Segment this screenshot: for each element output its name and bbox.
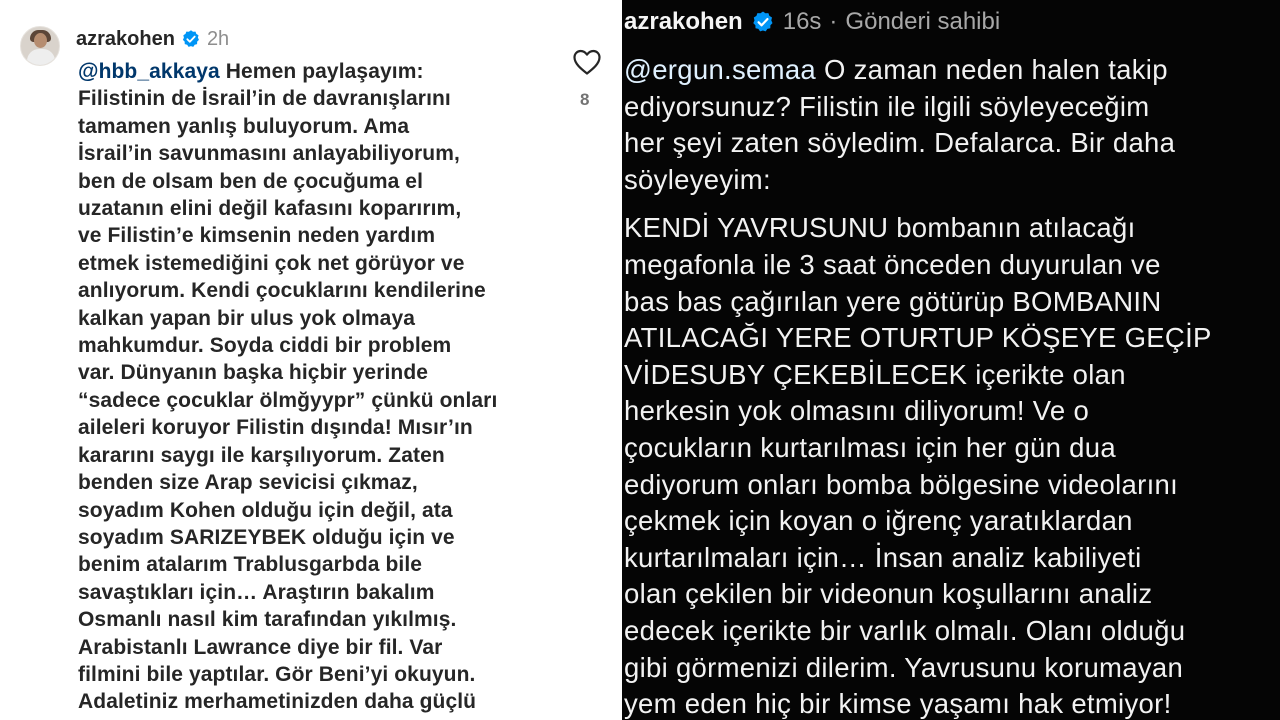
post-owner-label: Gönderi sahibi	[845, 8, 1001, 35]
comment-line: aileleri koruyor Filistin dışında! Mısır’ın	[78, 416, 473, 440]
comment-timestamp: 2h	[206, 27, 230, 50]
comment-line-text: O zaman neden halen takip	[816, 54, 1168, 85]
comment-line: edecek içerikte bir varlık olmalı. Olanı olduğu	[624, 614, 1186, 646]
comment-line: olan çekilen bir videonun koşullarını analiz	[624, 578, 1153, 610]
comment-timestamp: 16s	[782, 8, 822, 35]
comment-line: anlıyorum. Kendi çocuklarını kendilerine	[78, 279, 486, 303]
comment-line: “sadece çocuklar ölmğyypr” çünkü onları	[78, 388, 498, 412]
profile-avatar[interactable]	[20, 26, 60, 66]
mention-link[interactable]: @hbb_akkaya	[78, 60, 220, 83]
comment-line: İsrail’in savunmasını anlayabiliyorum,	[78, 142, 460, 166]
mention-link[interactable]: @ergun.semaa	[624, 54, 817, 85]
comment-line: soyadım SARIZEYBEK olduğu için ve	[78, 525, 455, 549]
comment-line: tamamen yanlış buluyorum. Ama	[78, 114, 410, 138]
right-comment-panel	[622, 0, 1280, 720]
comment-line: savaştıkları için… Araştırın bakalım	[78, 580, 435, 604]
comment-line: Osmanlı nasıl kim tarafından yıkılmış.	[78, 608, 457, 632]
left-comment-panel	[0, 0, 618, 720]
heart-icon[interactable]	[572, 48, 602, 76]
verified-badge-icon	[181, 29, 201, 49]
comment-first-line	[624, 52, 1280, 89]
comment-line: ben de olsam ben de çocuğuma el	[78, 169, 424, 193]
comment-line: her şeyi zaten söyledim. Defalarca. Bir daha	[624, 127, 1176, 159]
comment-line: gibi görmenizi dilerim. Yavrusunu korumayan	[624, 651, 1184, 683]
comment-line: kurtarılmaları için… İnsan analiz kabiliyeti	[624, 541, 1142, 573]
comment-line: VİDESUBY ÇEKEBİLECEK içerikte olan	[624, 358, 1126, 390]
comment-line: yem eden hiç bir kimse yaşamı hak etmiyor!	[624, 688, 1172, 720]
comment-header	[76, 26, 229, 52]
comment-line: KENDİ YAVRUSUNU bombanın atılacağı	[624, 212, 1136, 244]
comment-line: herkesin yok olmasını diliyorum! Ve o	[624, 395, 1090, 427]
comment-line: mahkumdur. Soyda ciddi bir problem	[78, 334, 452, 358]
comment-line: Filistinin de İsrail’in de davranışlarını	[78, 87, 451, 111]
comment-text	[78, 58, 568, 716]
comment-line: benim atalarım Trablusgarbda bile	[78, 553, 423, 577]
comment-line: Adaletiniz merhametinizden daha güçlü	[78, 690, 477, 714]
avatar-face-shape	[34, 33, 47, 48]
comment-line: çekmek için koyan o iğrenç yaratıklardan	[624, 505, 1133, 537]
comment-line: uzatanın elini değil kafasını koparırım,	[78, 197, 462, 221]
comment-line: soyadım Kohen olduğu için değil, ata	[78, 498, 453, 522]
comment-first-line	[78, 58, 568, 85]
like-count: 8	[580, 90, 590, 109]
comment-line: kararını saygı ile karşılıyorum. Zaten	[78, 443, 445, 467]
comment-line-text: Hemen paylaşayım:	[219, 60, 424, 83]
paragraph-gap	[624, 198, 1280, 210]
comment-line: ATILACAĞI YERE OTURTUP KÖŞEYE GEÇİP	[624, 322, 1212, 354]
comment-line: ediyorsunuz? Filistin ile ilgili söyleyeceğim	[624, 90, 1150, 122]
comment-line: benden size Arap sevicisi çıkmaz,	[78, 471, 418, 495]
comment-header	[624, 6, 1000, 38]
comment-line: çocukların kurtarılması için her gün dua	[624, 431, 1116, 463]
comment-line: kalkan yapan bir ulus yok olmaya	[78, 306, 416, 330]
comment-line: filmini bile yaptılar. Gör Beni’yi okuyun.	[78, 662, 476, 686]
verified-badge-icon	[751, 10, 775, 34]
comment-text	[624, 52, 1280, 720]
comment-line: Arabistanlı Lawrance diye bir fil. Var	[78, 635, 443, 659]
comment-line: bas bas çağırılan yere götürüp BOMBANIN	[624, 285, 1162, 317]
comment-line: megafonla ile 3 saat önceden duyurulan ve	[624, 248, 1161, 280]
username-link[interactable]: azrakohen	[76, 27, 175, 50]
comment-line: var. Dünyanın başka hiçbir yerinde	[78, 361, 429, 385]
separator-dot: ·	[829, 8, 838, 35]
comment-line: ediyorum onları bomba bölgesine videolarını	[624, 468, 1179, 500]
comment-line: ve Filistin’e kimsenin neden yardım	[78, 224, 436, 248]
username-link[interactable]: azrakohen	[624, 8, 743, 35]
comment-line: söyleyeyim:	[624, 163, 771, 195]
comment-line: etmek istemediğini çok net görüyor ve	[78, 251, 465, 275]
avatar-shirt-shape	[27, 49, 55, 66]
